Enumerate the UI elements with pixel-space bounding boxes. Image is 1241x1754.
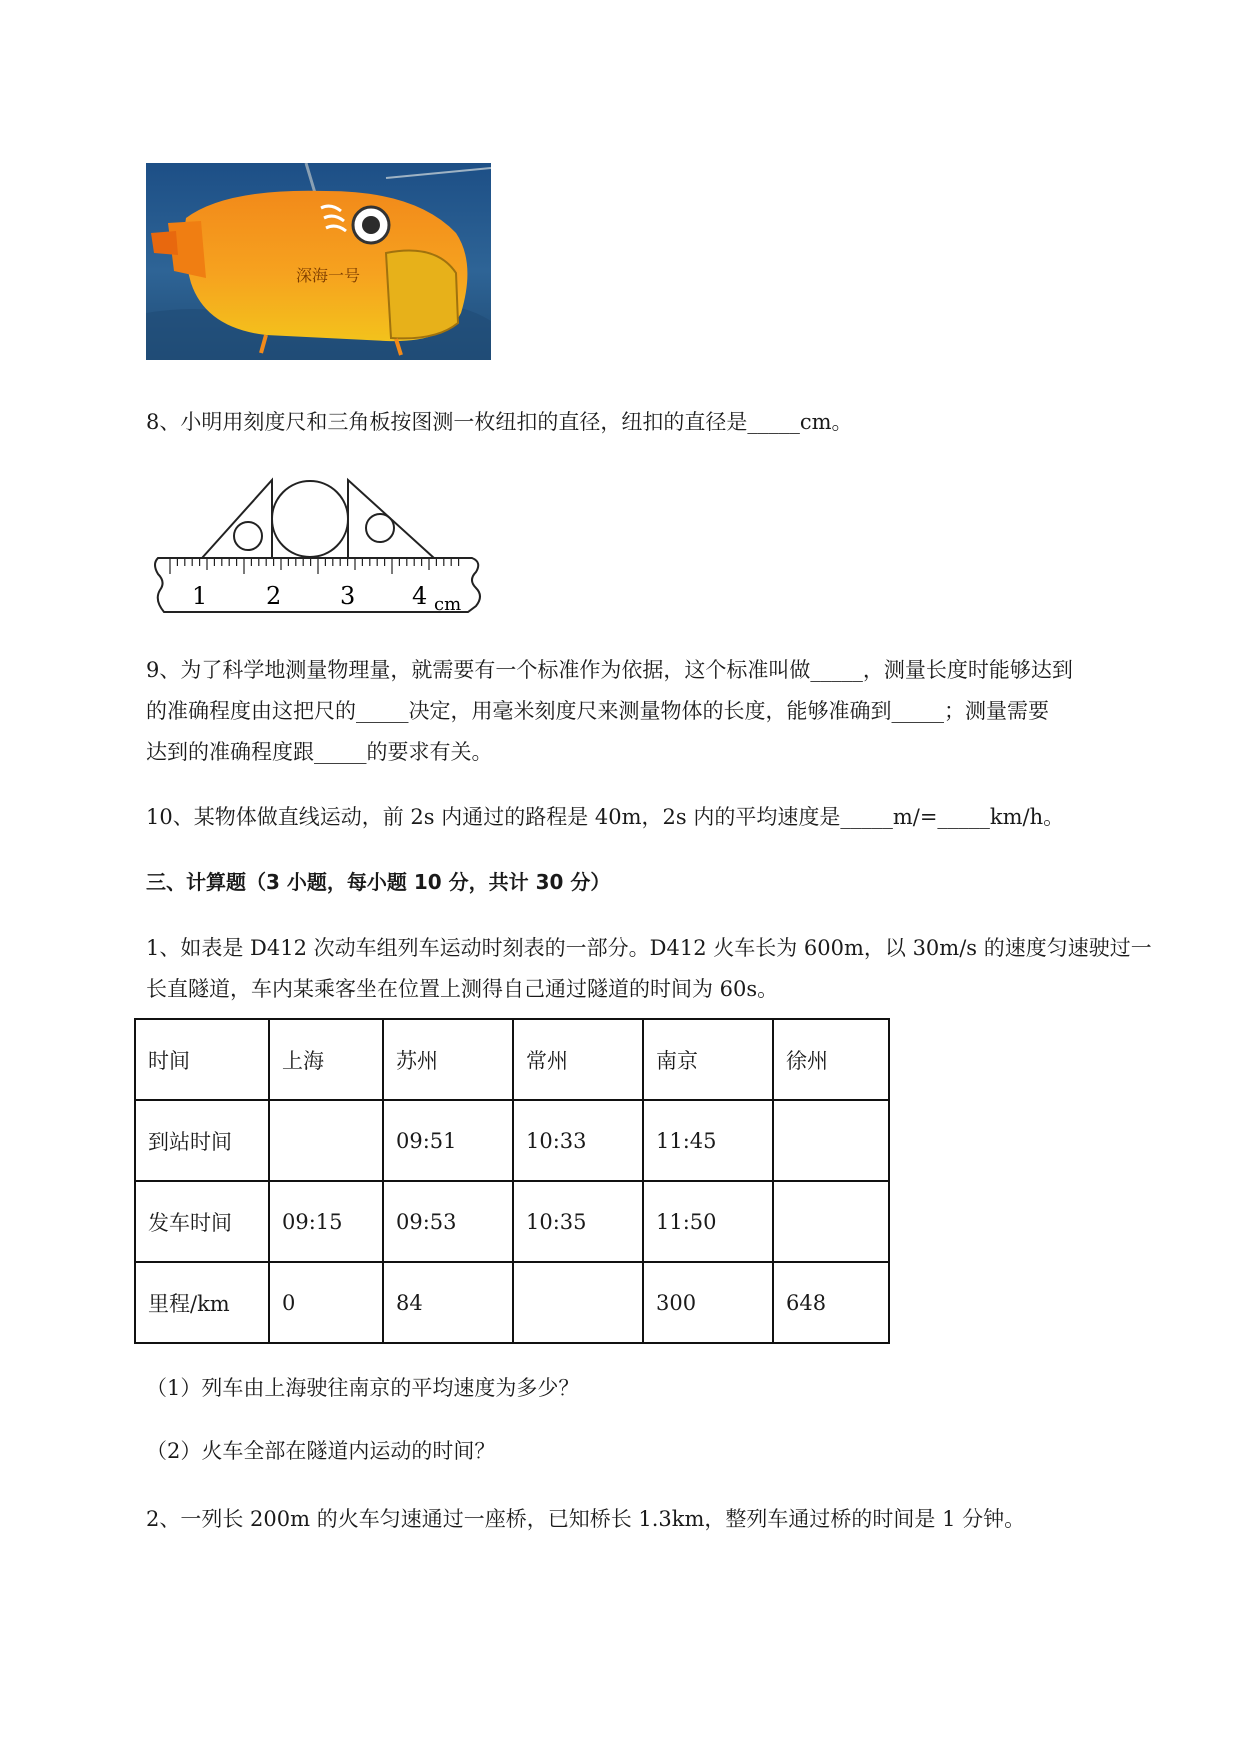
problem-2: 2、一列长 200m 的火车匀速通过一座桥，已知桥长 1.3km，整列车通过桥的时间是 1 分钟。 xyxy=(146,1507,1026,1531)
table-cell: 11:50 xyxy=(643,1181,773,1262)
problem-1-line-1: 1、如表是 D412 次动车组列车运动时刻表的一部分。D412 火车长为 600m，以 30m/s 的速度匀速驶过一 xyxy=(146,936,1152,960)
svg-text:深海一号: 深海一号 xyxy=(296,266,361,285)
table-cell: 09:15 xyxy=(269,1181,383,1262)
question-9-line-3: 达到的准确程度跟_____的要求有关。 xyxy=(146,740,493,764)
table-cell: 10:35 xyxy=(513,1181,643,1262)
question-9-line-2: 的准确程度由这把尺的_____决定，用毫米刻度尺来测量物体的长度，能够准确到_____；测量需要 xyxy=(146,699,1049,723)
table-cell: 上海 xyxy=(269,1019,383,1100)
table-row xyxy=(135,1262,889,1343)
question-9-line-1: 9、为了科学地测量物理量，就需要有一个标准作为依据，这个标准叫做_____，测量长度时能够达到 xyxy=(146,658,1073,682)
table-cell: 10:33 xyxy=(513,1100,643,1181)
ruler-diagram xyxy=(146,476,486,624)
table-cell: 09:53 xyxy=(383,1181,513,1262)
ruler-label-4: 4 xyxy=(412,582,428,610)
table-cell: 11:45 xyxy=(643,1100,773,1181)
table-cell: 648 xyxy=(773,1262,889,1343)
table-header-row xyxy=(135,1019,889,1100)
table-cell: 0 xyxy=(269,1262,383,1343)
ruler-label-3: 3 xyxy=(340,582,356,610)
table-cell xyxy=(773,1181,889,1262)
submersible-photo xyxy=(146,163,491,360)
table-cell: 发车时间 xyxy=(135,1181,269,1262)
table-cell: 300 xyxy=(643,1262,773,1343)
question-10: 10、某物体做直线运动，前 2s 内通过的路程是 40m，2s 内的平均速度是_____m/=_____km/h。 xyxy=(146,805,1065,829)
table-cell: 09:51 xyxy=(383,1100,513,1181)
table-cell xyxy=(269,1100,383,1181)
problem-1-line-2: 长直隧道，车内某乘客坐在位置上测得自己通过隧道的时间为 60s。 xyxy=(146,977,779,1001)
ruler-label-1: 1 xyxy=(192,582,208,610)
problem-1-sub-1: （1）列车由上海驶往南京的平均速度为多少？ xyxy=(146,1376,580,1400)
section-3-heading: 三、计算题（3 小题，每小题 10 分，共计 30 分） xyxy=(146,870,611,894)
table-cell: 84 xyxy=(383,1262,513,1343)
table-row xyxy=(135,1181,889,1262)
table-cell: 常州 xyxy=(513,1019,643,1100)
ruler-unit: cm xyxy=(434,594,462,615)
question-8: 8、小明用刻度尺和三角板按图测一枚纽扣的直径，纽扣的直径是_____cm。 xyxy=(146,410,853,434)
table-cell: 苏州 xyxy=(383,1019,513,1100)
ruler-label-2: 2 xyxy=(266,582,282,610)
problem-1-sub-2: （2）火车全部在隧道内运动的时间？ xyxy=(146,1439,496,1463)
table-cell: 里程/km xyxy=(135,1262,269,1343)
table-cell xyxy=(773,1100,889,1181)
table-cell: 时间 xyxy=(135,1019,269,1100)
timetable xyxy=(134,1018,890,1344)
table-cell: 到站时间 xyxy=(135,1100,269,1181)
table-cell: 徐州 xyxy=(773,1019,889,1100)
table-cell: 南京 xyxy=(643,1019,773,1100)
table-cell xyxy=(513,1262,643,1343)
table-row xyxy=(135,1100,889,1181)
